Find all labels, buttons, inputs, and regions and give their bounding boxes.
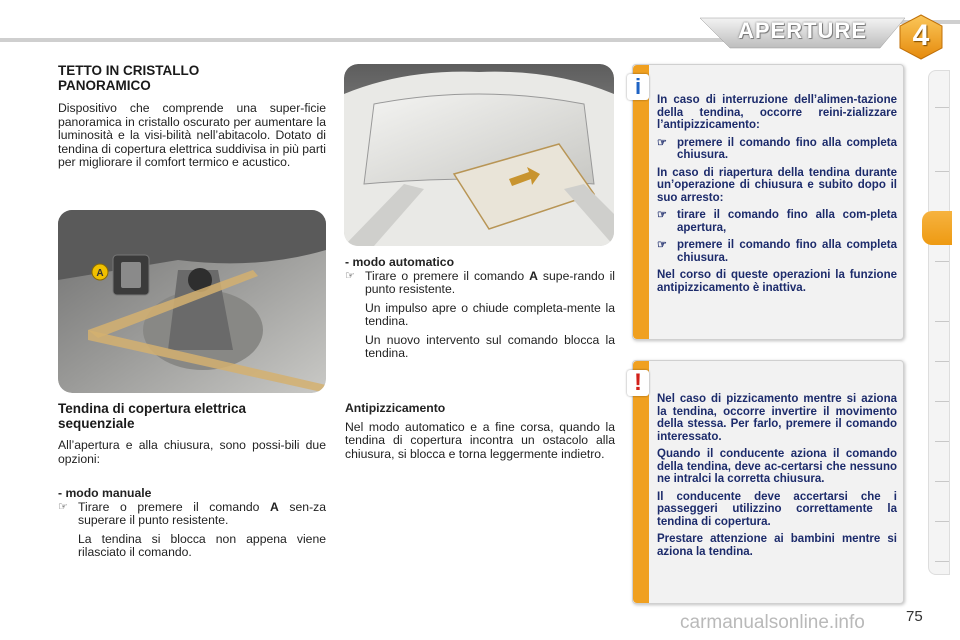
antipinch-heading: Antipizzicamento: [345, 401, 446, 415]
section-blind: [58, 402, 326, 560]
blind-intro: All’apertura e alla chiusura, sono possi-bili due opzioni:: [58, 438, 326, 466]
info-step-1-text: premere il comando fino alla completa chiusura.: [677, 136, 897, 161]
manual-mode-heading: - modo manuale: [58, 486, 152, 500]
info-step-1: [657, 137, 897, 162]
info-step-2-text: tirare il comando fino alla com-pleta apertura,: [677, 209, 897, 234]
side-tab-divider: [935, 171, 949, 172]
warning-icon: !: [627, 370, 649, 396]
section-title-line2: PANORAMICO: [58, 77, 151, 93]
manual-mode-step: [58, 501, 326, 528]
blind-title: [58, 402, 326, 431]
info-box-strip: [633, 65, 649, 339]
pointing-hand-icon: ☞: [657, 239, 667, 251]
side-tab-divider: [935, 521, 949, 522]
manual-step-text-end: sen-za superare il punto resistente.: [78, 499, 327, 527]
side-tab-divider: [935, 401, 949, 402]
warning-paragraph-2: Quando il conducente aziona il comando della tendina, deve ac-certarsi che nessuno ne intralci la corretta chiusura.: [657, 448, 897, 485]
info-paragraph-2: In caso di riapertura della tendina durante un’operazione di chiusura e subito dopo il suo arresto:: [657, 166, 897, 204]
info-step-2: [657, 209, 897, 234]
auto-step-key: A: [529, 268, 538, 283]
section-title: [58, 64, 326, 93]
side-tab-divider: [935, 441, 949, 442]
section-title-line1: TETTO IN CRISTALLO: [58, 63, 200, 78]
info-step-3-text: premere il comando fino alla completa chiusura.: [677, 239, 897, 264]
warning-paragraph-1: Nel caso di pizzicamento mentre si aziona la tendina, occorre invertire il movimento della stessa. Per farlo, premere il comando interessato.: [657, 393, 897, 443]
section-glass-roof: [58, 64, 326, 170]
info-step-3: [657, 239, 897, 264]
auto-mode-step: [345, 270, 615, 297]
pointing-hand-icon: ☞: [345, 269, 355, 282]
auto-mode-note1: Un impulso apre o chiude completa-mente la tendina.: [365, 300, 615, 328]
watermark: carmanualsonline.info: [680, 612, 865, 633]
side-tab-divider: [935, 321, 949, 322]
warning-box-strip: [633, 361, 649, 603]
warning-paragraph-3: Il conducente deve accertarsi che i passeggeri utilizzino correttamente la tendina di copertura.: [657, 490, 897, 528]
side-tab-divider: [935, 481, 949, 482]
auto-step-text-end: supe-rando il punto resistente.: [365, 268, 615, 296]
warning-box-text: [657, 393, 897, 563]
console-photo: [58, 210, 326, 393]
pointing-hand-icon: ☞: [657, 136, 667, 149]
info-icon: i: [627, 74, 649, 100]
warning-paragraph-4: Prestare attenzione ai bambini mentre si aziona la tendina.: [657, 533, 897, 558]
chapter-number: 4: [912, 19, 930, 52]
antipinch-text: Nel modo automatico e a fine corsa, quando la tendina di copertura incontra un ostacolo alla chiusura, si blocca e torna leggermente indietro.: [345, 419, 615, 461]
section-description: Dispositivo che comprende una super-ficie panoramica in cristallo oscurato per aumentare la luminosità e la visi-bilità nell’abitacolo. Dotato di tendina di copertura elettrica suddivisa in più parti per migliorare il comfort termico e acustico.: [58, 101, 326, 169]
side-tab-divider: [935, 361, 949, 362]
chapter-side-tabs[interactable]: [928, 70, 950, 575]
control-a-label: A: [96, 268, 104, 279]
info-paragraph-1: In caso di interruzione dell’alimen-tazione della tendina, occorre reini-zializzare l’antipizzicamento:: [657, 94, 897, 131]
side-tab-active[interactable]: [922, 211, 952, 245]
blind-title-line1: Tendina di copertura elettrica: [58, 401, 247, 416]
pointing-hand-icon: ☞: [657, 209, 667, 221]
chapter-title: APERTURE: [738, 18, 868, 43]
section-auto-mode: [345, 256, 615, 361]
section-antipinch: [345, 402, 615, 461]
side-tab-divider: [935, 561, 949, 562]
manual-step-text: Tirare o premere il comando: [78, 499, 271, 514]
info-paragraph-3: Nel corso di queste operazioni la funzione antipizzicamento è inattiva.: [657, 269, 897, 294]
auto-mode-note2: Un nuovo intervento sul comando blocca la tendina.: [365, 332, 615, 360]
auto-step-text: Tirare o premere il comando: [365, 268, 530, 283]
auto-mode-heading: - modo automatico: [345, 255, 455, 269]
pointing-hand-icon: ☞: [58, 500, 68, 513]
page-number: 75: [906, 608, 923, 625]
manual-step-key: A: [270, 499, 279, 514]
info-box-text: [657, 94, 897, 299]
manual-mode-note: La tendina si blocca non appena viene rilasciato il comando.: [78, 531, 326, 559]
side-tab-divider: [935, 261, 949, 262]
blind-title-line2: sequenziale: [58, 415, 135, 431]
roof-photo: [344, 64, 614, 246]
side-tab-divider: [935, 107, 949, 108]
